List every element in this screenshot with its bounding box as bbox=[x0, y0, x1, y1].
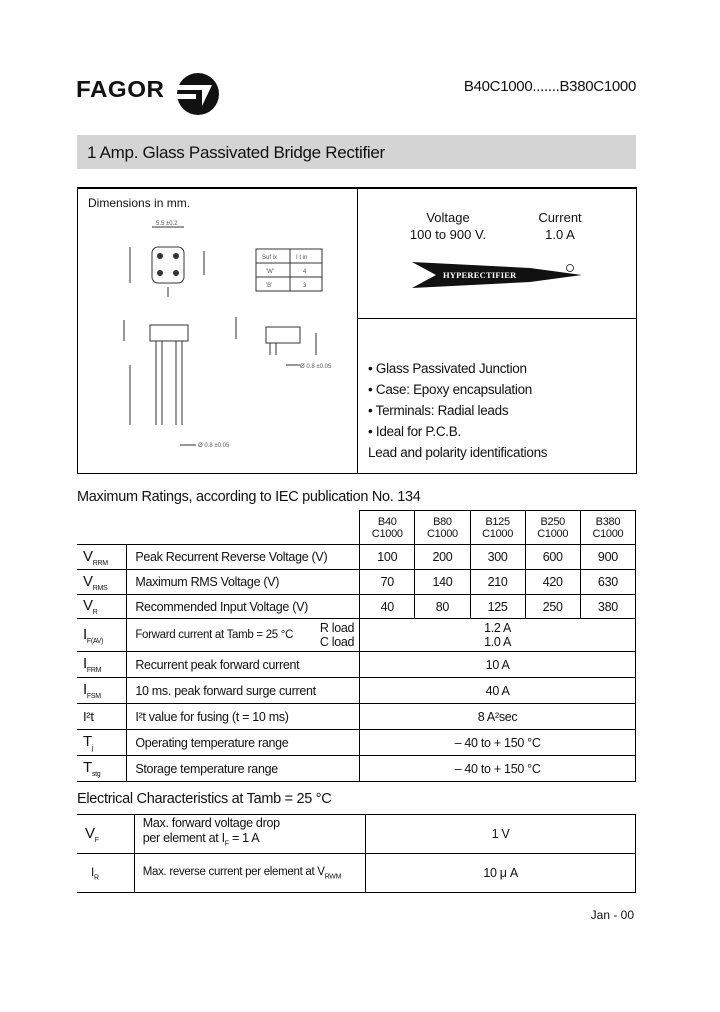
symbol-cell: $V_{RRM}$ bbox=[77, 545, 127, 570]
value-cell: – 40 to + 150 °C bbox=[360, 756, 636, 782]
value-cell: 1.2 A 1.0 A bbox=[360, 619, 636, 652]
feature-item: • Terminals: Radial leads bbox=[368, 403, 509, 418]
symbol-cell: $T_j$ bbox=[77, 730, 127, 756]
table-row bbox=[77, 570, 636, 595]
electrical-title: Electrical Characteristics at Tamb = 25 °C bbox=[77, 791, 332, 807]
table-row bbox=[77, 678, 636, 704]
revision-date: Jan - 00 bbox=[590, 908, 634, 922]
svg-text:3: 3 bbox=[303, 283, 307, 289]
voltage-label: Voltage bbox=[426, 210, 470, 225]
feature-list bbox=[368, 358, 547, 463]
brand-logo-text: FAGOR bbox=[76, 76, 165, 102]
svg-text:'W': 'W' bbox=[266, 269, 274, 275]
value-cell: 8 A²sec bbox=[360, 704, 636, 730]
description-cell: Storage temperature range bbox=[127, 756, 360, 782]
badge-text: HYPERECTIFIER bbox=[443, 270, 517, 280]
description-cell: Operating temperature range bbox=[127, 730, 360, 756]
column-header: B380 C1000 bbox=[580, 511, 635, 545]
dimensions-label: Dimensions in mm. bbox=[88, 196, 191, 210]
voltage-value: 100 to 900 V. bbox=[409, 227, 487, 242]
description-cell: Max. reverse current per element at $V_{RWM}$ bbox=[134, 854, 365, 893]
value-cell: 420 bbox=[525, 570, 580, 595]
package-dimension-drawing bbox=[100, 215, 340, 460]
description-cell: Forward current at Tamb = 25 °C R load C load bbox=[127, 619, 360, 652]
value-cell: 10 A bbox=[360, 652, 636, 678]
current-label: Current bbox=[538, 210, 582, 225]
overview-hdivider bbox=[357, 318, 636, 319]
part-number-range: B40C1000.......B380C1000 bbox=[463, 78, 636, 95]
svg-text:4: 4 bbox=[303, 269, 307, 275]
feature-item: • Ideal for P.C.B. bbox=[368, 424, 461, 439]
value-cell: 40 bbox=[360, 595, 415, 619]
symbol-cell: $I_{F(AV)}$ bbox=[77, 619, 127, 652]
electrical-table bbox=[77, 814, 636, 893]
table-row bbox=[77, 545, 636, 570]
value-cell: 70 bbox=[360, 570, 415, 595]
symbol-cell: $V_{RMS}$ bbox=[77, 570, 127, 595]
description-cell: 10 ms. peak forward surge current bbox=[127, 678, 360, 704]
value-cell: 1 V bbox=[366, 815, 636, 854]
column-header: B40 C1000 bbox=[360, 511, 415, 545]
value-cell: 40 A bbox=[360, 678, 636, 704]
symbol-cell: $T_{stg}$ bbox=[77, 756, 127, 782]
table-row bbox=[77, 704, 636, 730]
svg-text:Suf ix: Suf ix bbox=[262, 255, 278, 261]
value-cell: 380 bbox=[580, 595, 635, 619]
value-cell: 125 bbox=[470, 595, 525, 619]
table-row bbox=[77, 619, 636, 652]
value-cell: 600 bbox=[525, 545, 580, 570]
max-ratings-table bbox=[77, 510, 636, 782]
overview-divider bbox=[357, 187, 358, 473]
symbol-cell: $V_R$ bbox=[77, 595, 127, 619]
description-cell: Recommended Input Voltage (V) bbox=[127, 595, 360, 619]
polarity-note: Lead and polarity identifications bbox=[368, 445, 548, 460]
value-cell: 210 bbox=[470, 570, 525, 595]
table-row bbox=[77, 730, 636, 756]
table-header-row bbox=[77, 511, 636, 545]
feature-item: • Case: Epoxy encapsulation bbox=[368, 382, 532, 397]
value-cell: – 40 to + 150 °C bbox=[360, 730, 636, 756]
symbol-cell: I²t bbox=[77, 704, 127, 730]
value-cell: 630 bbox=[580, 570, 635, 595]
column-header: B80 C1000 bbox=[415, 511, 470, 545]
value-cell: 900 bbox=[580, 545, 635, 570]
table-row bbox=[77, 595, 636, 619]
value-cell: 80 bbox=[415, 595, 470, 619]
page-title: 1 Amp. Glass Passivated Bridge Rectifier bbox=[87, 143, 385, 162]
value-cell: 300 bbox=[470, 545, 525, 570]
value-cell: 10 μ A bbox=[366, 854, 636, 893]
svg-text:Ø 0.8 ±0.05: Ø 0.8 ±0.05 bbox=[300, 364, 332, 370]
value-cell: 140 bbox=[415, 570, 470, 595]
max-ratings-title: Maximum Ratings, according to IEC publication No. 134 bbox=[77, 489, 421, 505]
value-cell: 200 bbox=[415, 545, 470, 570]
table-row bbox=[77, 854, 636, 893]
symbol-cell: $I_R$ bbox=[77, 854, 134, 893]
table-row bbox=[77, 652, 636, 678]
svg-text:5.5 ±0.2: 5.5 ±0.2 bbox=[156, 221, 178, 227]
svg-text:Ø 0.8 ±0.05: Ø 0.8 ±0.05 bbox=[198, 443, 230, 449]
column-header: B125 C1000 bbox=[470, 511, 525, 545]
table-row bbox=[77, 815, 636, 854]
description-cell: Max. forward voltage drop per element at $I_F = 1$ A bbox=[134, 815, 365, 854]
symbol-cell: $I_{FSM}$ bbox=[77, 678, 127, 704]
value-cell: 250 bbox=[525, 595, 580, 619]
column-header: B250 C1000 bbox=[525, 511, 580, 545]
title-bar bbox=[77, 135, 636, 169]
description-cell: I²t value for fusing (t = 10 ms) bbox=[127, 704, 360, 730]
svg-text:'B': 'B' bbox=[266, 283, 273, 289]
value-cell: 100 bbox=[360, 545, 415, 570]
feature-item: • Glass Passivated Junction bbox=[368, 361, 527, 376]
description-cell: Maximum RMS Voltage (V) bbox=[127, 570, 360, 595]
symbol-cell: $V_F$ bbox=[77, 815, 134, 854]
table-row bbox=[77, 756, 636, 782]
symbol-cell: $I_{FRM}$ bbox=[77, 652, 127, 678]
brand-logo-icon bbox=[172, 72, 220, 116]
description-cell: Peak Recurrent Reverse Voltage (V) bbox=[127, 545, 360, 570]
description-cell: Recurrent peak forward current bbox=[127, 652, 360, 678]
svg-text:I t in: I t in bbox=[296, 255, 308, 261]
current-value: 1.0 A bbox=[545, 227, 575, 242]
